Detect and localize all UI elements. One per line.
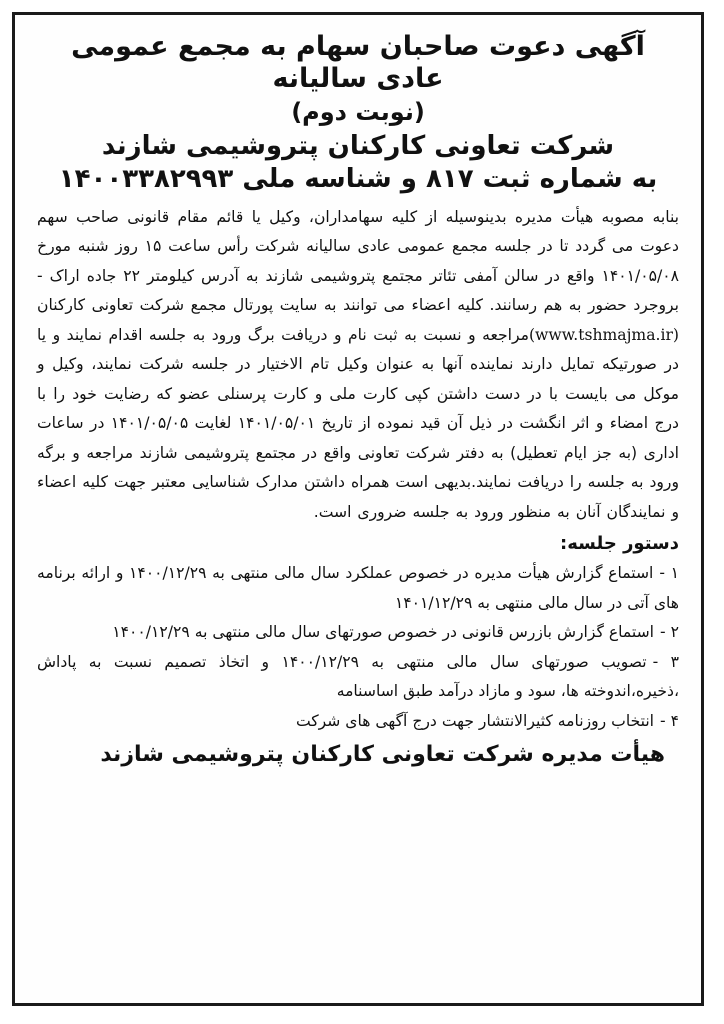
announcement-notice (12, 12, 704, 1006)
agenda-item (37, 707, 679, 737)
invitation-text-part1: بنابه مصوبه هیأت مدیره بدینوسیله از کلیه سهامداران، وکیل یا قائم مقام قانونی صاحب سهم دعوت می گردد تا در جلسه مجمع عمومی عادی سالیانه شرکت رأس ساعت ۱۵ روز شنبه مورخ ۱۴۰۱/۰۵/۰۸ واقع در سالن آمفی تئاتر مجتمع پتروشیمی شازند به آدرس کیلومتر ۲۲ جاده اراک - بروجرد حضور به هم رسانند. کلیه اعضاء می توانند به سایت پورتال مجمع شرکت تعاونی کارکنان (37, 207, 680, 315)
agenda-item-text: استماع گزارش هیأت مدیره در خصوص عملکرد سال مالی منتهی به ۱۴۰۰/۱۲/۲۹ و ارائه برنامه های آتی در سال مالی منتهی به ۱۴۰۱/۱۲/۲۹ (37, 564, 679, 612)
invitation-text-part2: مراجعه و نسبت به ثبت نام و دریافت برگ ورود به جلسه اقدام نمایند و یا در صورتیکه تمایل دارند نماینده آنها به عنوان وکیل تام الاختیار در جلسه شرکت نمایند، وکیل و موکل می بایست با در دست داشتن کپی کارت ملی و کارت پرسنلی عضو که رضایت خود را با درج امضاء و اثر انگشت در ذیل آن قید نموده از تاریخ ۱۴۰۱/۰۵/۰۱ لغایت ۱۴۰۱/۰۵/۰۵ در ساعات اداری (به جز ایام تعطیل) به دفتر شرکت تعاونی واقع در مجتمع پتروشیمی شازند مراجعه و برگه ورود به جلسه را دریافت نمایند.بدیهی است همراه داشتن مدارک شناسایی معتبر جهت کلیه اعضاء و نمایندگان آنان به منظور ورود به جلسه ضروری است. (37, 325, 679, 521)
notice-title: آگهی دعوت صاحبان سهام به مجمع عمومی عادی سالیانه (71, 31, 645, 95)
agenda-list (37, 559, 679, 736)
agenda-item-number: ۳ - (652, 652, 679, 671)
registration-info: به شماره ثبت ۸۱۷ و شناسه ملی ۱۴۰۰۳۳۸۲۹۹۳ (58, 163, 658, 194)
agenda-item-text: استماع گزارش بازرس قانونی در خصوص صورتهای سال مالی منتهی به ۱۴۰۰/۱۲/۲۹ (112, 623, 655, 642)
portal-link[interactable]: (www.tshmajma.ir) (528, 325, 679, 344)
agenda-item-number: ۱ - (659, 564, 679, 583)
agenda-title: دستور جلسه: (560, 533, 679, 555)
agenda-item-number: ۴ - (660, 711, 679, 730)
invitation-paragraph (37, 203, 679, 528)
agenda-item-text: انتخاب روزنامه کثیرالانتشار جهت درج آگهی های شرکت (295, 711, 655, 730)
company-name: شرکت تعاونی کارکنان پتروشیمی شازند (101, 130, 615, 161)
agenda-item-text: تصویب صورتهای سال مالی منتهی به ۱۴۰۰/۱۲/۲۹ و اتخاذ تصمیم نسبت به پاداش ،ذخیره،اندوخته ها، سود و مازاد درآمد طبق اساسنامه (37, 652, 679, 701)
agenda-item (37, 559, 679, 618)
agenda-item-number: ۲ - (660, 623, 679, 642)
agenda-item (37, 618, 679, 648)
board-signature: هیأت مدیره شرکت تعاونی کارکنان پتروشیمی شازند (100, 742, 665, 768)
notice-round: (نوبت دوم) (291, 97, 425, 126)
agenda-item (37, 648, 679, 707)
